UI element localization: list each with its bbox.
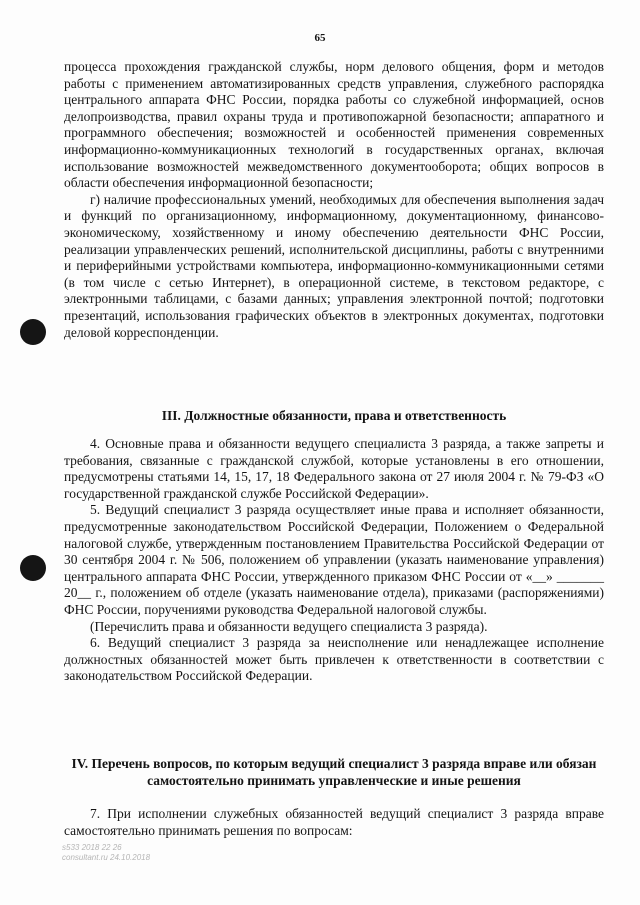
paragraph-4: 4. Основные права и обязанности ведущего специалиста 3 разряда, а также запреты и требования, связанные с гражданской службой, которые установлены в его отношении, предусмотрены статьями 14, 15, 17, 18 Федерального закона от 27 июля 2004 г. № 79-ФЗ «О государственной гражданской службе Российской Федерации». xyxy=(64,436,604,501)
paragraph-7: 7. При исполнении служебных обязанностей ведущий специалист 3 разряда вправе самостоятельно принимать решения по вопросам: xyxy=(64,806,604,838)
paragraph-5-note: (Перечислить права и обязанности ведущего специалиста 3 разряда). xyxy=(90,618,488,634)
page-number: 65 xyxy=(314,32,326,44)
section-3-body xyxy=(64,436,604,685)
punch-hole-top xyxy=(20,319,46,345)
item-g-paragraph: г) наличие профессиональных умений, необходимых для обеспечения выполнения задач и функций по организационному, информационному, документационному, финансово-экономическому, хозяйственному и иному обеспечению деятельности ФНС России, реализации управленческих решений, исполнительской дисциплины, работы с внутренними и периферийными устройствами компьютера, информационно-коммуникационными сетями (в том числе с сетью Интернет), в операционной системе, в текстовом редакторе, с электронными таблицами, с базами данных; управления электронной почтой; подготовки презентаций, использования графических объектов в электронных документах, подготовки деловой корреспонденции. xyxy=(64,191,604,340)
footer-stamp-line-1: s533 2018 22 26 xyxy=(62,843,122,852)
section-3-heading: III. Должностные обязанности, права и ответственность xyxy=(161,408,507,423)
section-4-body xyxy=(64,806,604,839)
competencies-text xyxy=(64,59,604,341)
competencies-paragraph: процесса прохождения гражданской службы, норм делового общения, форм и методов работы с применением автоматизированных средств управления, служебного распорядка центрального аппарата ФНС России, порядка работы со служебной информацией, основ делопроизводства, правил охраны труда и противопожарной безопасности; аппаратного и программного обеспечения; возможностей и особенностей применения современных информационно-коммуникационных технологий в государственных органах, включая использование возможностей межведомственного документооборота; общих вопросов в области обеспечения информационной безопасности; xyxy=(64,59,604,191)
paragraph-5: 5. Ведущий специалист 3 разряда осуществляет иные права и исполняет обязанности, предусмотренные законодательством Российской Федерации, Положением о Федеральной налоговой службе, утвержденным постановлением Правительства Российской Федерации от 30 сентября 2004 г. № 506, положением об управлении (указать наименование управления) центрального аппарата ФНС России, утвержденного приказом ФНС России от «__» _______ 20__ г., положением об отделе (указать наименование отдела), приказами (распоряжениями) ФНС России, поручениями руководства Федеральной налоговой службы. xyxy=(64,502,604,617)
punch-hole-bottom xyxy=(20,555,46,581)
section-4-heading: IV. Перечень вопросов, по которым ведущий специалист 3 разряда вправе или обязан самостоятельно принимать управленческие и иные решения xyxy=(71,756,597,788)
footer-stamp xyxy=(62,843,150,863)
paragraph-6: 6. Ведущий специалист 3 разряда за неисполнение или ненадлежащее исполнение должностных обязанностей может быть привлечен к ответственности в соответствии с законодательством Российской Федерации. xyxy=(64,635,604,684)
footer-stamp-line-2: consultant.ru 24.10.2018 xyxy=(62,853,151,862)
